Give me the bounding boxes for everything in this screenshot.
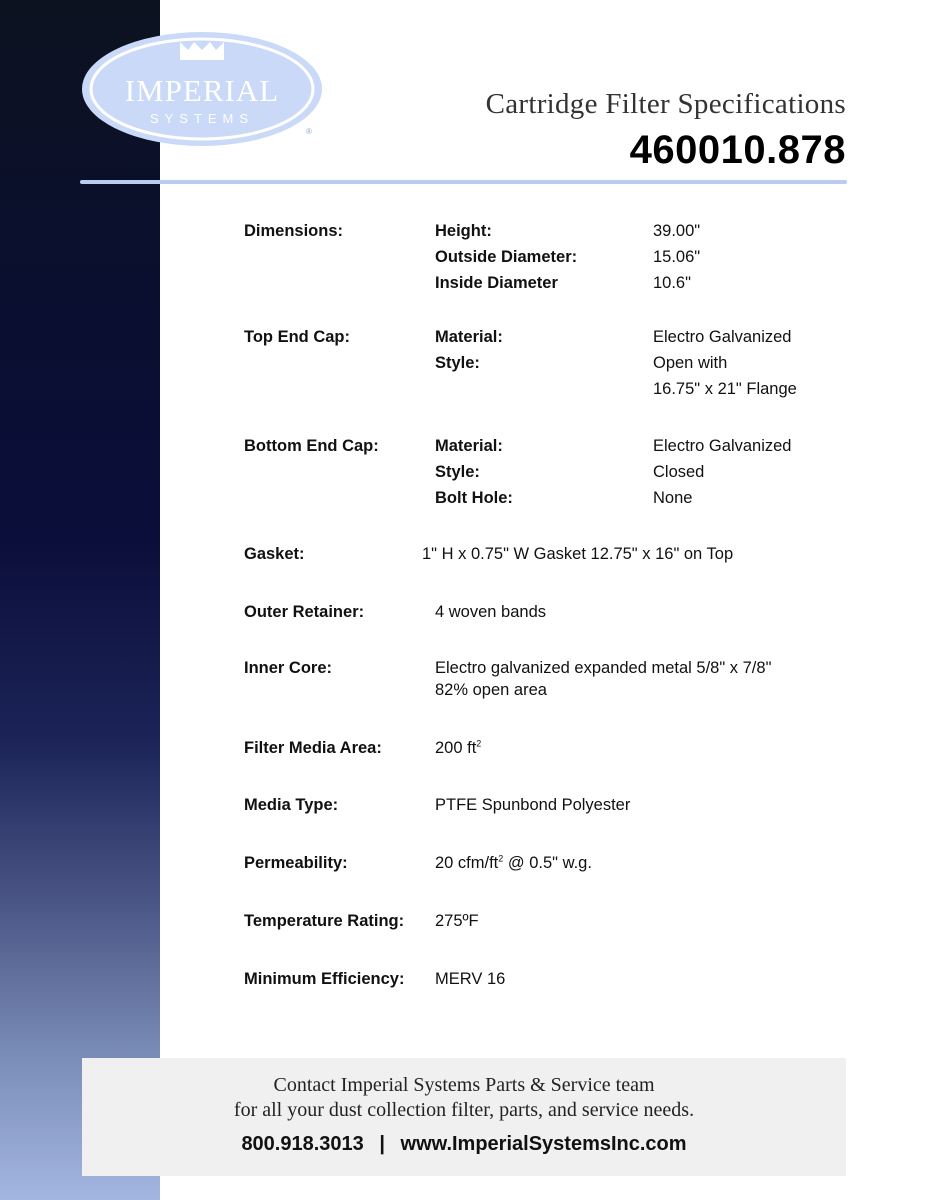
superscript: 2 [498,853,504,864]
spec-label: Permeability: [244,854,348,872]
spec-sub-label: Bolt Hole: [435,489,513,507]
spec-value: None [653,489,693,507]
part-number: 460010.878 [629,128,846,172]
spec-value: 1" H x 0.75" W Gasket 12.75" x 16" on Top [422,545,734,563]
spec-value: 10.6" [653,274,691,292]
spec-sub-label: Inside Diameter [435,274,558,292]
spec-value: 39.00" [653,222,701,240]
spec-sub-label: Height: [435,222,492,240]
contact-footer [82,1058,846,1176]
spec-value-line2: 82% open area [435,681,547,699]
spec-label: Media Type: [244,796,339,814]
imperial-systems-logo [80,30,324,148]
superscript: 2 [476,738,482,749]
spec-value: 16.75" x 21" Flange [653,380,797,398]
spec-sub-label: Material: [435,437,503,455]
spec-label: Outer Retainer: [244,603,365,621]
spec-label: Inner Core: [244,659,333,677]
spec-label: Minimum Efficiency: [244,970,405,988]
spec-sub-label: Outside Diameter: [435,248,578,266]
spec-value: 20 cfm/$ft^2$ @ 0.5" w.g. [435,853,592,872]
spec-label: Temperature Rating: [244,912,405,930]
header-divider [80,180,847,184]
footer-contact [82,1132,846,1156]
spec-value: 4 woven bands [435,603,546,621]
spec-value: 275ºF [435,912,479,930]
spec-value: Closed [653,463,705,481]
registered-mark: ® [306,127,312,136]
separator: | [379,1133,385,1155]
spec-label: Dimensions: [244,222,344,240]
website-link[interactable]: www.ImperialSystemsInc.com [400,1133,687,1155]
spec-value: Electro Galvanized [653,437,792,455]
logo-subtext: SYSTEMS [149,111,255,126]
spec-label: Top End Cap: [244,328,351,346]
spec-value: Open with [653,354,728,372]
phone-number[interactable]: 800.918.3013 [241,1133,364,1155]
spec-value-line1: Electro galvanized expanded metal 5/8" x 7/8" [435,659,772,677]
spec-value: 200 $ft^2$ [435,738,482,757]
footer-line-2: for all your dust collection filter, parts, and service needs. [233,1099,695,1121]
spec-sub-label: Style: [435,463,480,481]
document-title: Cartridge Filter Specifications [485,88,846,120]
spec-value: Electro Galvanized [653,328,792,346]
spec-label: Gasket: [244,545,305,563]
spec-sub-label: Material: [435,328,503,346]
logo-wordmark: IMPERIAL [124,73,280,108]
spec-value: PTFE Spunbond Polyester [435,796,631,814]
spec-label: Filter Media Area: [244,739,382,757]
spec-value: 15.06" [653,248,701,266]
spec-label: Bottom End Cap: [244,437,379,455]
spec-sub-label: Style: [435,354,480,372]
spec-value: MERV 16 [435,970,506,988]
footer-line-1: Contact Imperial Systems Parts & Service team [273,1074,655,1096]
